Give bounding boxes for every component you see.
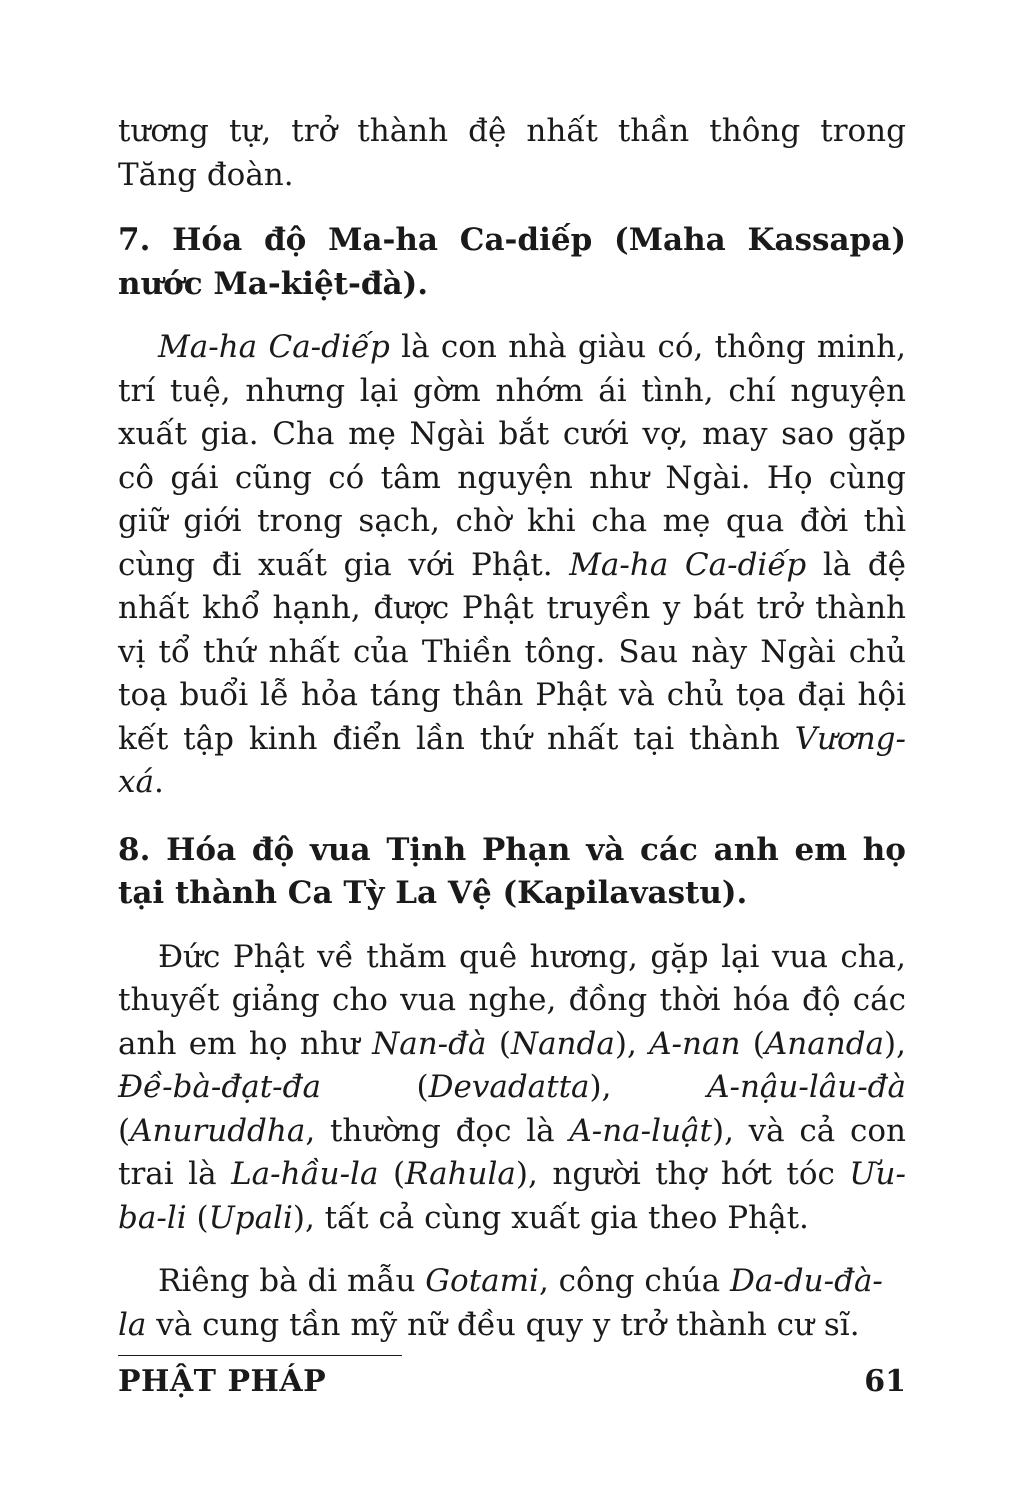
text-run: ), xyxy=(589,1069,708,1105)
section-7-paragraph xyxy=(118,326,906,805)
name-upali: Upali xyxy=(208,1199,293,1236)
text-run: Đức Phật về thăm quê hương, gặp lại vua cha, thuyết giảng cho vua nghe, đồng thời hóa độ các anh em họ như xyxy=(118,938,906,1062)
name-rahula: Rahula xyxy=(405,1156,516,1192)
running-footer-title: PHẬT PHÁP xyxy=(118,1364,327,1399)
section-8-heading: 8. Hóa độ vua Tịnh Phạn và các anh em họ tại thành Ca Tỳ La Vệ (Kapilavastu). xyxy=(118,831,906,911)
text-run: ( xyxy=(740,1025,765,1062)
text-run: là đệ nhất khổ hạnh, được Phật truyền y bát trở thành vị tổ thứ nhất của Thiền tông. Sau này Ngài chủ toạ buổi lễ hỏa táng thân Phật và chủ tọa đại hội kết tập kinh điển lần thứ nhất tại thành xyxy=(118,546,906,757)
name-ananda: Ananda xyxy=(764,1025,885,1062)
name-la-hau-la: La-hầu-la xyxy=(231,1156,379,1192)
text-run: , thường đọc là xyxy=(305,1112,570,1149)
name-maha-kassapa-2: Ma-ha Ca-diếp xyxy=(569,546,807,583)
text-run: . xyxy=(153,764,164,800)
text-run: là con nhà giàu có, thông minh, trí tuệ, nhưng lại gờm nhớm ái tình, chí nguyện xuất gia. Cha mẹ Ngài bắt cưới vợ, may sao gặp cô gái cũng có tâm nguyện như Ngài. Họ cùng giữ giới trong sạch, chờ khi cha mẹ qua đời thì cùng đi xuất gia với Phật. xyxy=(118,329,906,583)
name-a-na-luat: A-na-luật xyxy=(569,1112,712,1149)
name-devadatta: Devadatta xyxy=(428,1069,590,1105)
text-run: ( xyxy=(378,1156,406,1192)
text-run: ), và cả con trai là xyxy=(118,1112,907,1192)
name-a-nan: A-nan xyxy=(649,1025,741,1062)
name-nan-da: Nan-đà xyxy=(372,1025,487,1062)
name-uu-ba-li: Ưu-ba-li xyxy=(118,1156,906,1236)
text-run: Riêng bà di mẫu xyxy=(158,1263,426,1299)
text-run: ( xyxy=(486,1025,511,1062)
text-run: ), xyxy=(614,1025,650,1062)
name-da-du-da-la: Da-du-đà-la xyxy=(118,1263,883,1343)
name-nanda: Nanda xyxy=(510,1025,615,1062)
name-de-ba-dat-da: Đề-bà-đạt-đa xyxy=(118,1069,321,1105)
text-run: ( xyxy=(320,1069,429,1105)
text-run: ), xyxy=(884,1025,906,1062)
place-vuong-xa: Vương-xá xyxy=(118,720,906,800)
page-body xyxy=(118,110,906,1347)
name-maha-kassapa: Ma-ha Ca-diếp xyxy=(158,329,390,365)
section-8-paragraph-2 xyxy=(118,1260,906,1347)
text-run: , công chúa xyxy=(538,1263,730,1299)
name-anuruddha: Anuruddha xyxy=(130,1112,306,1149)
section-7-heading: 7. Hóa độ Ma-ha Ca-diếp (Maha Kassapa) nước Ma-kiệt-đà). xyxy=(118,222,906,302)
footer-rule xyxy=(118,1355,402,1356)
name-gotami: Gotami xyxy=(425,1263,539,1299)
text-run: ( xyxy=(186,1199,209,1236)
section-8-paragraph-1 xyxy=(118,936,906,1241)
name-a-nau-lau-da: A-nậu-lâu-đà xyxy=(707,1069,906,1105)
page-number: 61 xyxy=(864,1364,906,1399)
text-run: ), người thợ hớt tóc xyxy=(515,1156,850,1192)
text-run: ( xyxy=(118,1112,131,1149)
text-run: ), tất cả cùng xuất gia theo Phật. xyxy=(292,1199,809,1236)
text-run: và cung tần mỹ nữ đều quy y trở thành cư sĩ. xyxy=(146,1306,860,1343)
continuation-paragraph: tương tự, trở thành đệ nhất thần thông trong Tăng đoàn. xyxy=(118,113,906,193)
